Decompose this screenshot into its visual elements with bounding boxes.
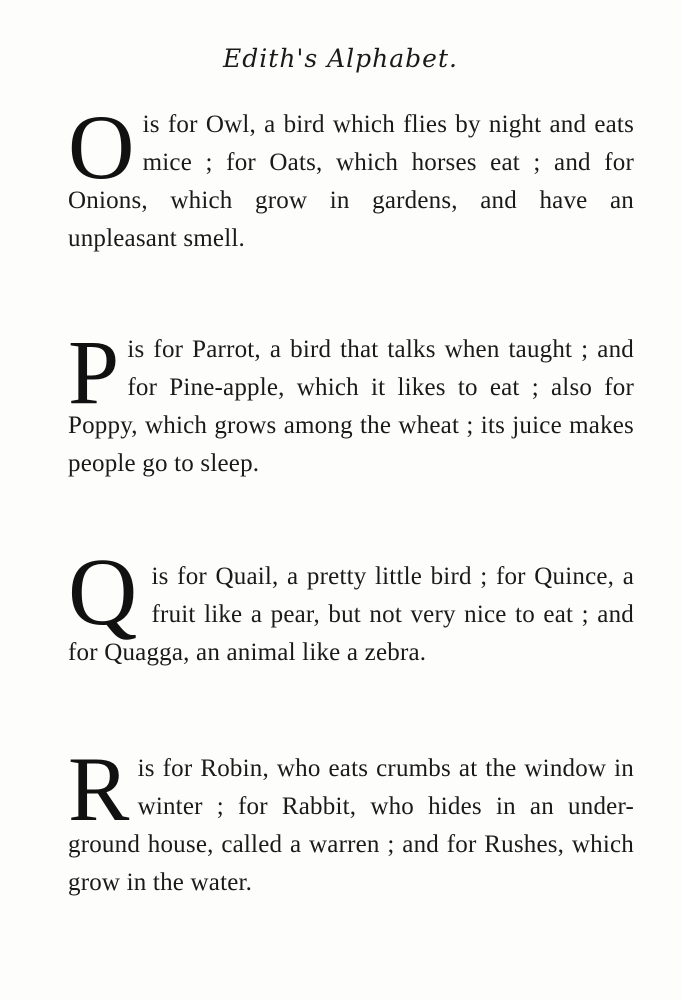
drop-cap-letter: Q bbox=[68, 538, 138, 645]
alphabet-entry-q bbox=[68, 538, 634, 672]
drop-cap-letter: O bbox=[68, 96, 135, 198]
page-header-title: Edith's Alphabet. bbox=[223, 44, 458, 73]
alphabet-entry-o bbox=[68, 96, 634, 258]
drop-cap-letter: P bbox=[68, 321, 120, 423]
drop-cap-letter: R bbox=[68, 738, 130, 840]
entry-text: is for Owl, a bird which flies by night and eats mice ; for Oats, which horses eat ; and for Onions, which grow in gardens, and have an unpleasant smell. bbox=[68, 111, 634, 252]
alphabet-entry-p bbox=[68, 321, 634, 483]
entry-text: is for Parrot, a bird that talks when taught ; and for Pine-apple, which it likes to eat ; also for Poppy, which grows among the wheat ; its juice makes people go to sleep. bbox=[68, 336, 634, 477]
entry-text: is for Robin, who eats crumbs at the window in winter ; for Rabbit, who hides in an under-ground house, called a warren ; and for Rushes, which grow in the water. bbox=[68, 755, 634, 896]
alphabet-entry-r bbox=[68, 738, 634, 902]
entry-text: is for Quail, a pretty little bird ; for Quince, a fruit like a pear, but not very nice to eat ; and for Quagga, an animal like a zebra. bbox=[68, 563, 634, 666]
